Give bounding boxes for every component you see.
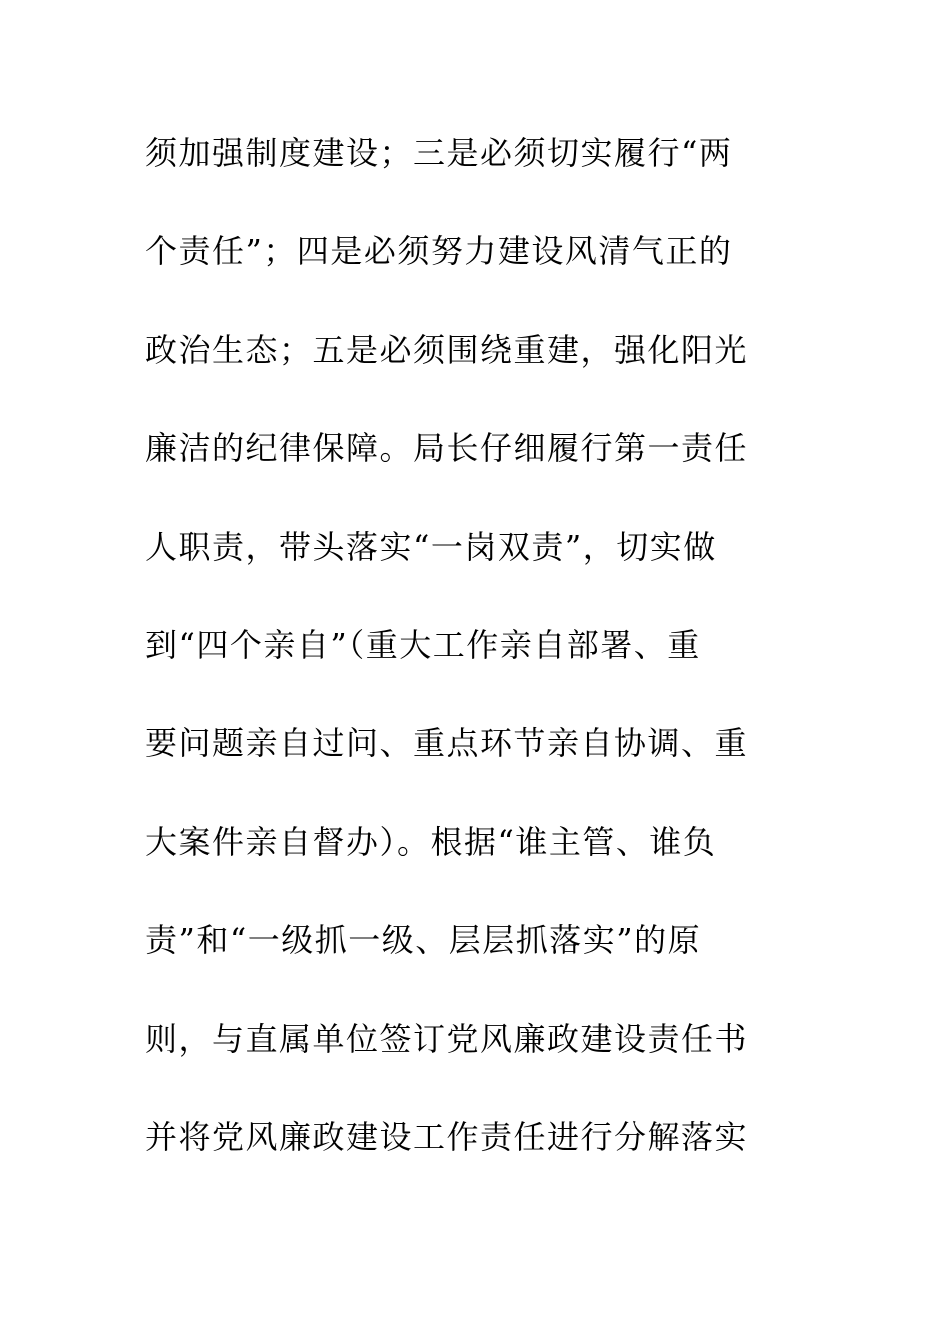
text-line-7: 要问题亲自过问、重点环节亲自协调、重 (145, 724, 749, 763)
text-line-5: 人职责，带头落实“一岗双责”，切实做 (145, 527, 717, 566)
text-line-1: 须加强制度建设；三是必须切实履行“两 (145, 134, 733, 172)
text-line-2: 个责任”；四是必须努力建设风清气正的 (145, 232, 733, 271)
body-text (145, 128, 815, 1210)
text-line-4: 廉洁的纪律保障。局长仔细履行第一责任 (145, 429, 749, 468)
text-line-3: 政治生态；五是必须围绕重建，强化阳光 (145, 330, 749, 369)
text-line-10: 则，与直属单位签订党风廉政建设责任书 (145, 1019, 749, 1058)
text-line-6: 到“四个亲自”（重大工作亲自部署、重 (145, 625, 701, 664)
text-line-9: 责”和“一级抓一级、层层抓落实”的原 (145, 921, 702, 960)
text-line-8: 大案件亲自督办）。根据“谁主管、谁负 (145, 822, 717, 861)
text-line-11: 并将党风廉政建设工作责任进行分解落实 (145, 1117, 749, 1156)
